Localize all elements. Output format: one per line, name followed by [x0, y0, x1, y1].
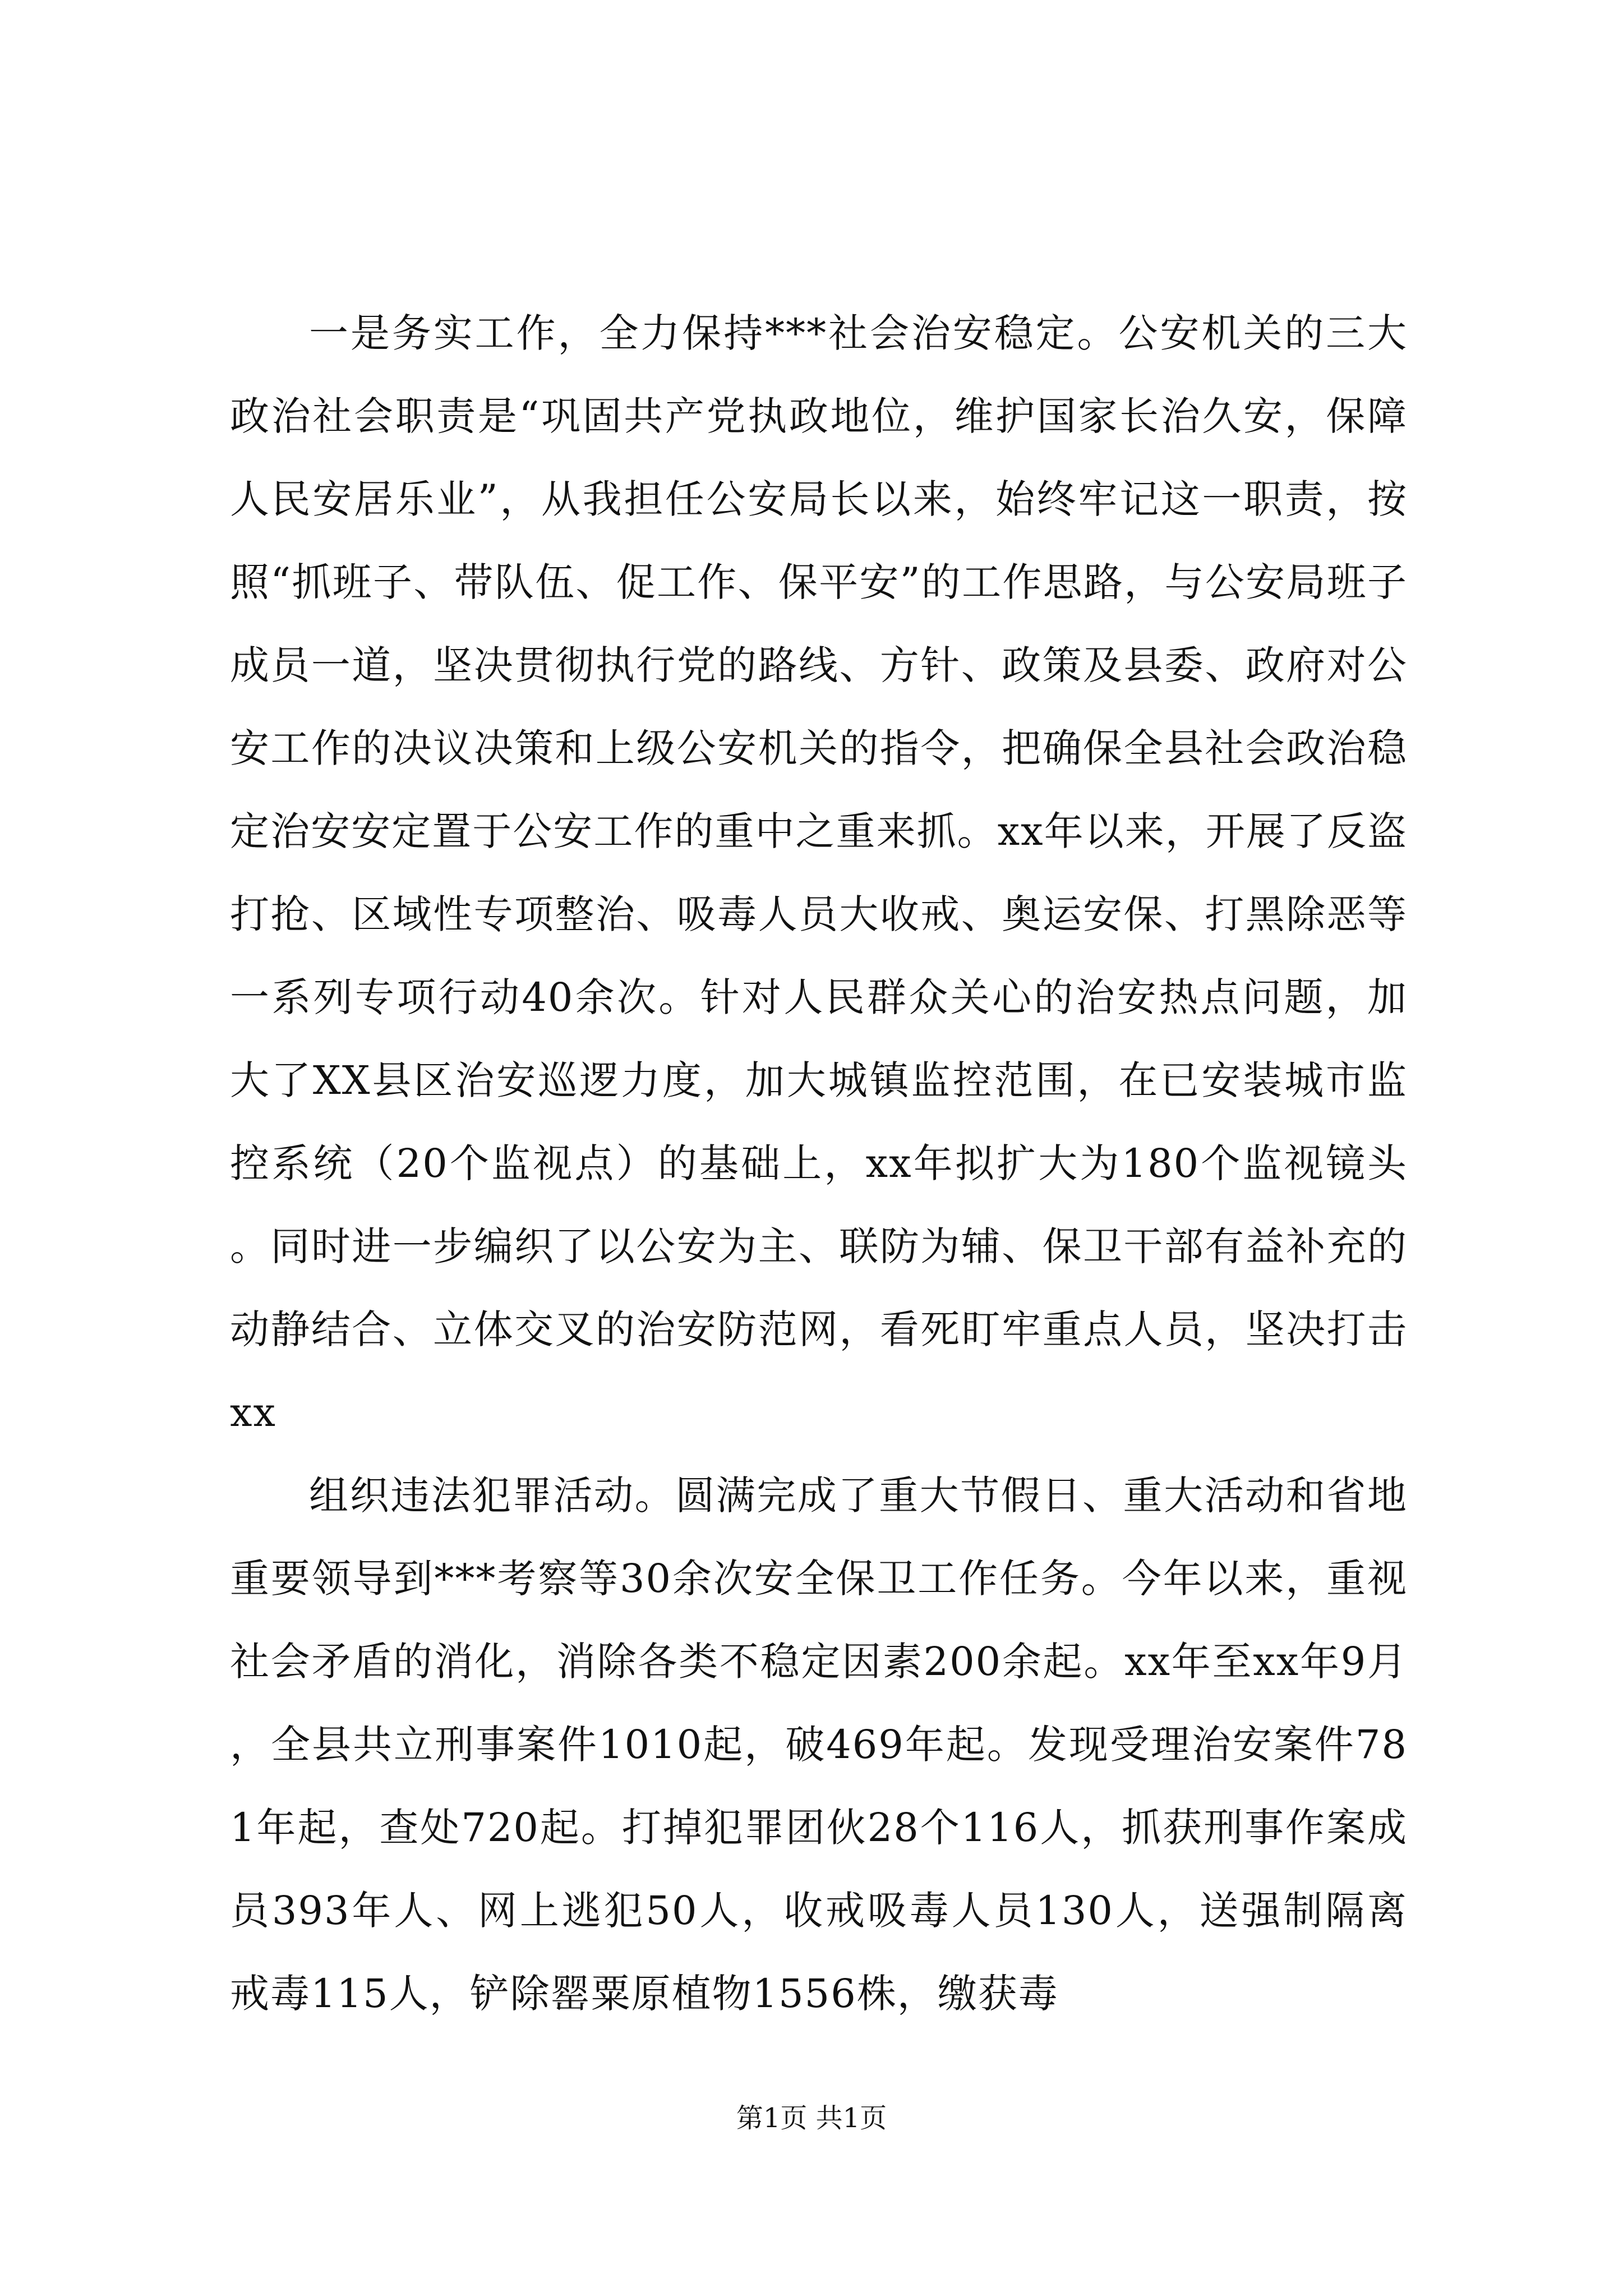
page-number-footer: 第1页 共1页	[736, 2102, 887, 2134]
paragraph-crime-crackdown-results: 组织违法犯罪活动。圆满完成了重大节假日、重大活动和省地重要领导到***考察等30余次安全保卫工作任务。今年以来，重视社会矛盾的消化，消除各类不稳定因素200余起。xx年至xx年9月，全县共立刑事案件1010起，破469年起。发现受理治安案件781年起，查处720起。打掉犯罪团伙28个116人，抓获刑事作案成员393年人、网上逃犯50人，收戒吸毒人员130人，送强制隔离戒毒115人，铲除罂粟原植物1556株，缴获毒	[230, 1473, 1408, 2017]
document-body	[230, 292, 1408, 2035]
paragraph-public-security-work: 一是务实工作，全力保持***社会治安稳定。公安机关的三大政治社会职责是“巩固共产党执政地位，维护国家长治久安，保障人民安居乐业”，从我担任公安局长以来，始终牢记这一职责，按照“抓班子、带队伍、促工作、保平安”的工作思路，与公安局班子成员一道，坚决贯彻执行党的路线、方针、政策及县委、政府对公安工作的决议决策和上级公安机关的指令，把确保全县社会政治稳定治安安定置于公安工作的重中之重来抓。xx年以来，开展了反盗打抢、区域性专项整治、吸毒人员大收戒、奥运安保、打黑除恶等一系列专项行动40余次。针对人民群众关心的治安热点问题，加大了XX县区治安巡逻力度，加大城镇监控范围，在已安装城市监控系统（20个监视点）的基础上，xx年拟扩大为180个监视镜头。同时进一步编织了以公安为主、联防为辅、保卫干部有益补充的动静结合、立体交叉的治安防范网，看死盯牢重点人员，坚决打击xx	[230, 310, 1408, 1435]
